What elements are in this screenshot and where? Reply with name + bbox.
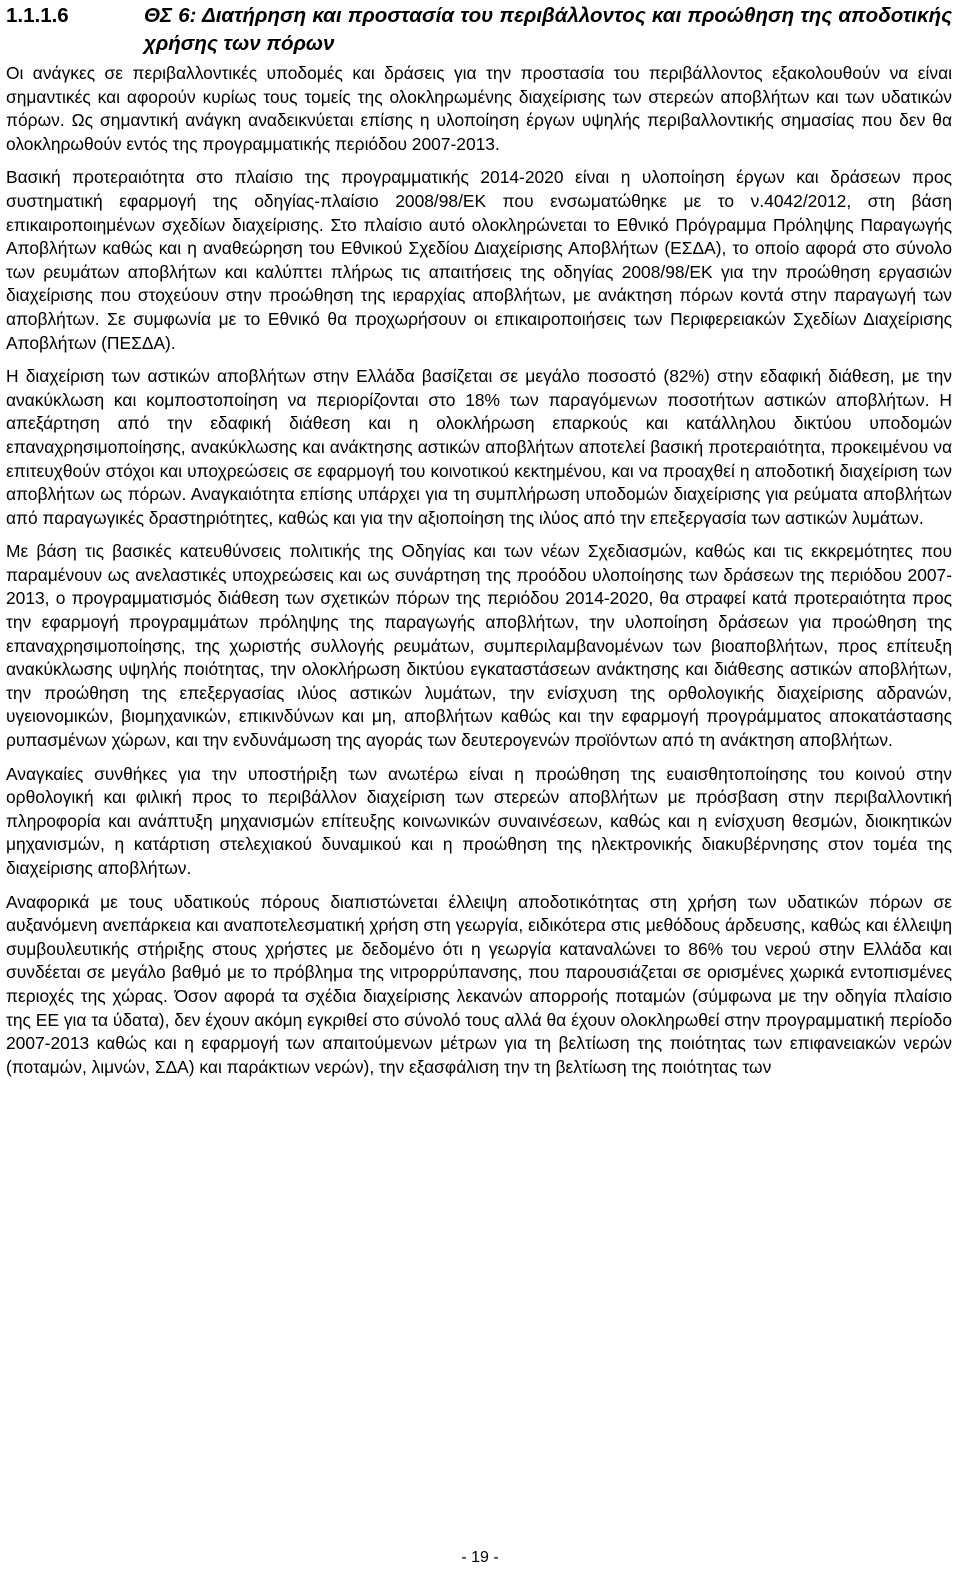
paragraph-urban-waste: Η διαχείριση των αστικών αποβλήτων στην Ελλάδα βασίζεται σε μεγάλο ποσοστό (82%) στην εδαφική διάθεση, με την ανακύκλωση και κομποστοποίηση να περιορίζονται στο 18% των παραγόμενων ποσοτήτων αστικών αποβλήτων. Η απεξάρτηση από την εδαφική διάθεση και η ολοκλήρωση επαρκούς και κατάλληλου δικτύου υποδομών επαναχρησιμοποίησης, ανακύκλωσης και ανάκτησης αστικών αποβλήτων αποτελεί βασική προτεραιότητα, προκειμένου να επιτευχθούν στόχοι και υποχρεώσεις σε εφαρμογή του κοινοτικού κεκτημένου, και να προαχθεί η αποδοτική διαχείριση των αποβλήτων ως πόρων. Αναγκαιότητα επίσης υπάρχει για τη συμπλήρωση υποδομών διαχείρισης για ρεύματα αποβλήτων από παραγωγικές δραστηριότητες, καθώς και για την αξιοποίηση της ιλύος από την επεξεργασία των αστικών λυμάτων.: [6, 366, 952, 528]
paragraph-policy-directions: Με βάση τις βασικές κατευθύνσεις πολιτικής της Οδηγίας και των νέων Σχεδιασμών, καθώς και τις εκκρεμότητες που παραμένουν ως ανελαστικές υποχρεώσεις και ως συνάρτηση της προόδου υλοποίησης των δράσεων της περιόδου 2007-2013, ο προγραμματισμός διάθεση των σχετικών πόρων της περιόδου 2014-2020, θα στραφεί κατά προτεραιότητα προς την εφαρμογή προγραμμάτων πρόληψης της παραγωγής αποβλήτων, την υλοποίηση δράσεων για προώθηση της επαναχρησιμοποίησης, της χωριστής συλλογής ρευμάτων, συμπεριλαμβανομένων των βιοαποβλήτων, προς επίτευξη ανακύκλωσης υψηλής ποιότητας, την ολοκλήρωση δικτύου εγκαταστάσεων ανάκτησης και διάθεσης αστικών αποβλήτων, την προώθηση της επεξεργασίας ιλύος αστικών λυμάτων, την ενίσχυση της ορθολογικής διαχείρισης αδρανών, υγειονομικών, βιομηχανικών, επικινδύνων και μη, αποβλήτων καθώς και την εφαρμογή προγράμματος αποκατάστασης ρυπασμένων χώρων, και την ενδυνάμωση της αγοράς των δευτερογενών προϊόντων από τη ανάκτηση αποβλήτων.: [6, 541, 952, 751]
paragraph-priority-2014-2020: Βασική προτεραιότητα στο πλαίσιο της προγραμματικής 2014-2020 είναι η υλοποίηση έργων και δράσεων προς συστηματική εφαρμογή της οδηγίας-πλαίσιο 2008/98/ΕΚ που ενσωματώθηκε με το ν.4042/2012, στη βάση επικαιροποιημένων σχεδίων διαχείρισης. Στο πλαίσιο αυτό ολοκληρώνεται το Εθνικό Πρόγραμμα Πρόληψης Παραγωγής Αποβλήτων καθώς και η αναθεώρηση του Εθνικού Σχεδίου Διαχείρισης Αποβλήτων (ΕΣΔΑ), το οποίο αφορά στο σύνολο των ρευμάτων αποβλήτων και καλύπτει πλήρως τις απαιτήσεις της οδηγίας 2008/98/ΕΚ για την προώθηση εργασιών διαχείρισης που στοχεύουν στην προώθηση της ιεραρχίας αποβλήτων, με ανάκτηση πόρων κοντά στην παραγωγή των αποβλήτων. Σε συμφωνία με το Εθνικό θα προχωρήσουν οι επικαιροποιήσεις των Περιφερειακών Σχεδίων Διαχείρισης Αποβλήτων (ΠΕΣΔΑ).: [6, 167, 952, 353]
paragraph-necessary-conditions: Αναγκαίες συνθήκες για την υποστήριξη των ανωτέρω είναι η προώθηση της ευαισθητοποίησης του κοινού στην ορθολογική και φιλική προς το περιβάλλον διαχείριση των στερεών αποβλήτων με πρόσβαση στην περιβαλλοντική πληροφορία και ανάπτυξη μηχανισμών επίτευξης κοινωνικών συναινέσεων, καθώς και η ενίσχυση θεσμών, διοικητικών μηχανισμών, η κατάρτιση στελεχιακού δυναμικού και η προώθηση της ηλεκτρονικής διακυβέρνησης στον τομέα της διαχείρισης αποβλήτων.: [6, 763, 952, 878]
section-heading: [6, 2, 952, 58]
page-number: - 19 -: [461, 1549, 499, 1566]
paragraph-needs: Οι ανάγκες σε περιβαλλοντικές υποδομές και δράσεις για την προστασία του περιβάλλοντος εξακολουθούν να είναι σημαντικές και αφορούν κυρίως τους τομείς της ολοκληρωμένης διαχείρισης των στερεών αποβλήτων και των υδατικών πόρων. Ως σημαντική ανάγκη αναδεικνύεται επίσης η υλοποίηση έργων υψηλής περιβαλλοντικής σημασίας που δεν θα ολοκληρωθούν εντός της προγραμματικής περιόδου 2007-2013.: [6, 63, 952, 154]
paragraph-water-resources: Αναφορικά με τους υδατικούς πόρους διαπιστώνεται έλλειψη αποδοτικότητας στη χρήση των υδατικών πόρων σε αυξανόμενη ανεπάρκεια και αναποτελεσματική χρήση στη γεωργία, ειδικότερα στις μεθόδους άρδευσης, καθώς και έλλειψη συμβουλευτικής στήριξης στους χρήστες με δεδομένο ότι η γεωργία καταναλώνει το 86% του νερού στην Ελλάδα και συνδέεται σε μεγάλο βαθμό με το πρόβλημα της νιτρορρύπανσης, που παρουσιάζεται σε ορισμένες χωρικά εντοπισμένες περιοχές της χώρας. Όσον αφορά τα σχέδια διαχείρισης λεκανών απορροής ποταμών (σύμφωνα με την οδηγία πλαίσιο της ΕΕ για τα ύδατα), δεν έχουν ακόμη εγκριθεί στο σύνολό τους αλλά θα έχουν ολοκληρωθεί στην προγραμματική περίοδο 2007-2013 καθώς και η εφαρμογή των απαιτούμενων μέτρων για τη βελτίωση της ποιότητας των επιφανειακών νερών (ποταμών, λιμνών, ΣΔΑ) και παράκτιων νερών), την εξασφάλιση την τη βελτίωση της ποιότητας των: [6, 891, 952, 1077]
section-number: 1.1.1.6: [6, 4, 69, 27]
section-title: ΘΣ 6: Διατήρηση και προστασία του περιβάλλοντος και προώθηση της αποδοτικής χρήσης των πόρων: [144, 4, 952, 55]
